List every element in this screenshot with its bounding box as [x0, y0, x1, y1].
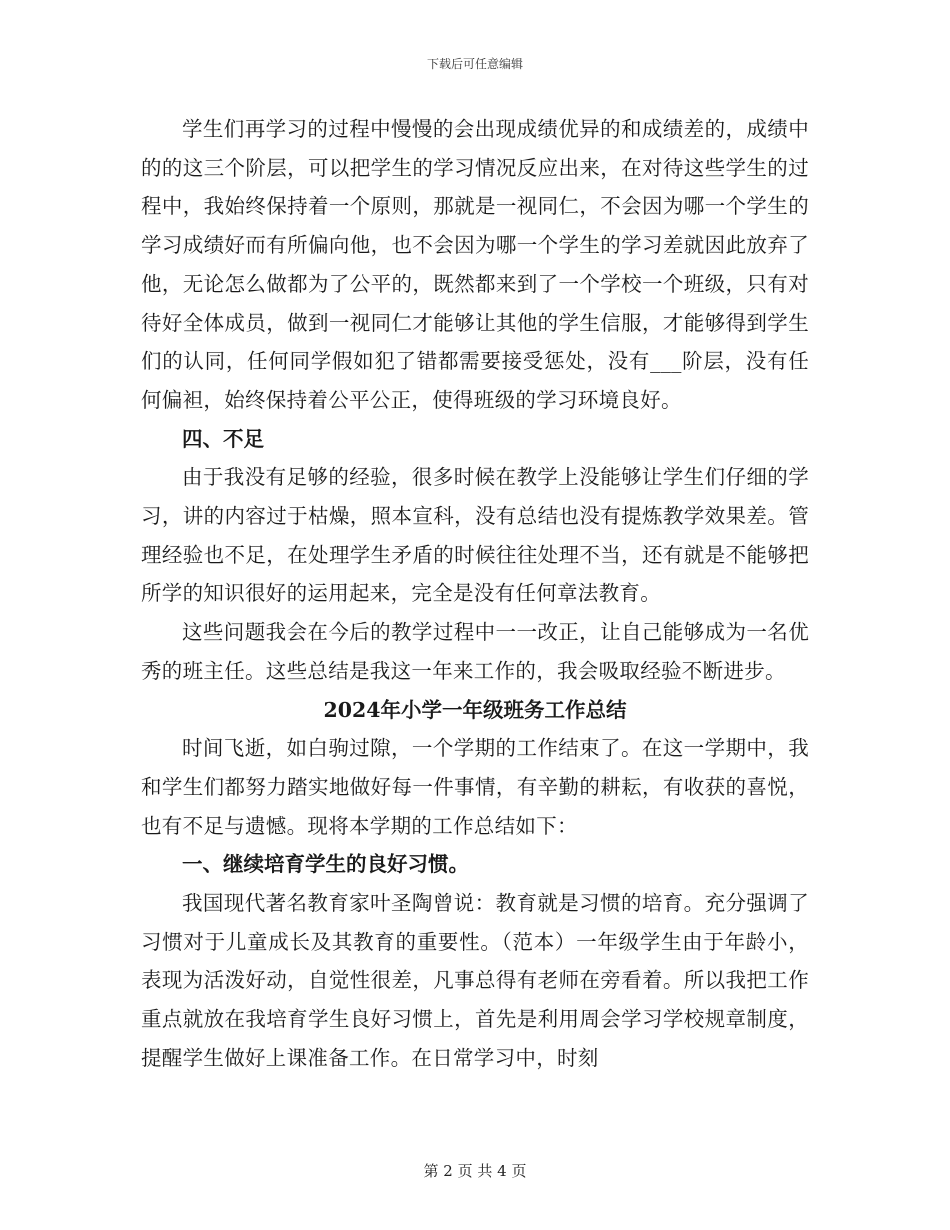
page-number: 第 2 页 共 4 页 [423, 1162, 527, 1180]
section-heading-habits: 一、继续培育学生的良好习惯。 [182, 852, 469, 877]
paragraph-shortcomings: 由于我没有足够的经验，很多时候在教学上没能够让学生们仔细的学习，讲的内容过于枯燥，照本宣科，没有总结也没有提炼教学效果差。管理经验也不足，在处理学生矛盾的时候往往处理不当，还有就是不能够把所学的知识很好的运用起来，完全是没有任何章法教育。 [141, 465, 809, 606]
section-heading-shortcomings: 四、不足 [182, 426, 264, 451]
document-title: 2024年小学一年级班务工作总结 [323, 697, 627, 722]
paragraph-intro: 时间飞逝，如白驹过隙，一个学期的工作结束了。在这一学期中，我和学生们都努力踏实地做好每一件事情，有辛勤的耕耘，有收获的喜悦，也有不足与遗憾。现将本学期的工作总结如下： [141, 736, 809, 838]
paragraph-fairness: 学生们再学习的过程中慢慢的会出现成绩优异的和成绩差的，成绩中的的这三个阶层，可以把学生的学习情况反应出来，在对待这些学生的过程中，我始终保持着一个原则，那就是一视同仁，不会因为哪一个学生的学习成绩好而有所偏向他，也不会因为哪一个学生的学习差就因此放弃了他，无论怎么做都为了公平的，既然都来到了一个学校一个班级，只有对待好全体成员，做到一视同仁才能够让其他的学生信服，才能够得到学生们的认同，任何同学假如犯了错都需要接受惩处，没有___阶层，没有任何偏袒，始终保持着公平公正，使得班级的学习环境良好。 [141, 117, 809, 412]
document-body [141, 110, 809, 1078]
header-note: 下载后可任意编辑 [426, 57, 523, 71]
paragraph-improvement: 这些问题我会在今后的教学过程中一一改正，让自己能够成为一名优秀的班主任。这些总结是我这一年来工作的，我会吸取经验不断进步。 [141, 620, 809, 683]
paragraph-habits: 我国现代著名教育家叶圣陶曾说：教育就是习惯的培育。充分强调了习惯对于儿童成长及其教育的重要性。（范本）一年级学生由于年龄小，表现为活泼好动，自觉性很差，凡事总得有老师在旁看着。所以我把工作重点就放在我培育学生良好习惯上，首先是利用周会学习学校规章制度，提醒学生做好上课准备工作。在日常学习中，时刻 [141, 891, 809, 1070]
